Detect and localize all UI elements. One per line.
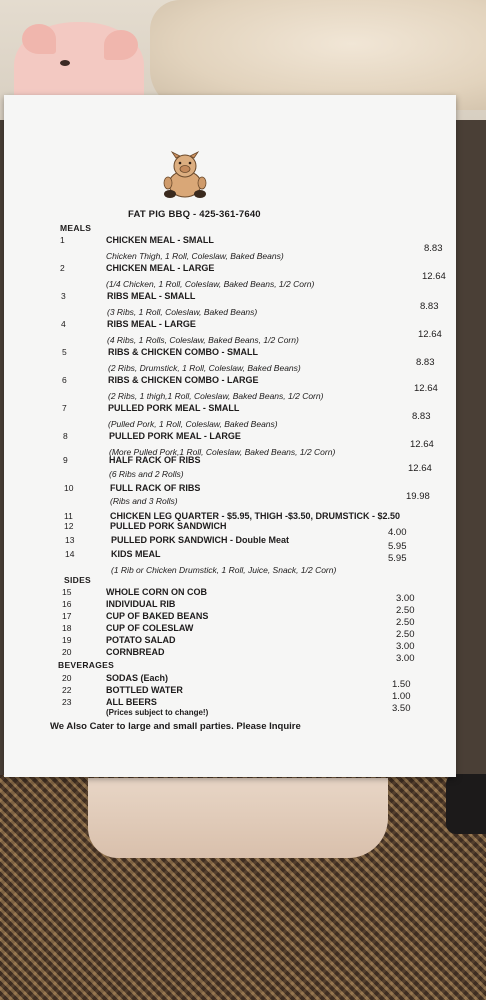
- meal-item-name: PULLED PORK MEAL - SMALL: [108, 403, 240, 413]
- meal-item-name: CHICKEN LEG QUARTER - $5.95, THIGH -$3.50, DRUMSTICK - $2.50: [110, 511, 401, 521]
- section-heading-meals: MEALS: [60, 223, 92, 233]
- section-heading-sides: SIDES: [64, 575, 92, 585]
- side-item-name: INDIVIDUAL RIB: [106, 599, 176, 609]
- meal-item-number: 12: [64, 521, 74, 531]
- meal-item-number: 3: [61, 291, 66, 301]
- ceramic-decoration: [150, 0, 486, 110]
- meal-item-description: (Ribs and 3 Rolls): [110, 496, 178, 506]
- side-item-name: CUP OF BAKED BEANS: [106, 611, 209, 621]
- pig-ear-decoration: [104, 30, 138, 60]
- meal-item-name: PULLED PORK SANDWICH - Double Meat: [111, 535, 290, 545]
- meal-item-price: 8.83: [420, 301, 439, 312]
- side-item-price: 3.00: [396, 641, 415, 652]
- beverage-item-number: 23: [62, 697, 72, 707]
- meal-item-number: 14: [65, 549, 75, 559]
- side-item-number: 20: [62, 647, 72, 657]
- dark-object-edge: [446, 774, 486, 834]
- meal-item-number: 1: [60, 235, 65, 245]
- beverage-item-name: ALL BEERS: [106, 697, 157, 707]
- section-heading-beverages: BEVERAGES: [58, 660, 115, 670]
- meal-item-description: (1/4 Chicken, 1 Roll, Coleslaw, Baked Beans, 1/2 Corn): [106, 279, 315, 289]
- pig-eye-decoration: [60, 60, 70, 66]
- meal-item-name: CHICKEN MEAL - SMALL: [106, 235, 214, 245]
- meal-item-price: 12.64: [410, 439, 434, 450]
- meal-item-name: RIBS MEAL - LARGE: [107, 319, 196, 329]
- meal-item-name: RIBS MEAL - SMALL: [107, 291, 196, 301]
- menu-sheet: [4, 95, 456, 777]
- side-item-name: CUP OF COLESLAW: [106, 623, 194, 633]
- side-item-price: 2.50: [396, 617, 415, 628]
- meal-item-price: 12.64: [408, 463, 432, 474]
- pig-ear-decoration: [22, 24, 56, 54]
- beverage-item-number: 20: [62, 673, 72, 683]
- meal-item-description: (Pulled Pork, 1 Roll, Coleslaw, Baked Beans): [108, 419, 278, 429]
- meal-item-name: FULL RACK OF RIBS: [110, 483, 201, 493]
- side-item-name: WHOLE CORN ON COB: [106, 587, 207, 597]
- meal-item-description: (6 Ribs and 2 Rolls): [109, 469, 184, 479]
- beverage-item-number: 22: [62, 685, 72, 695]
- meal-item-description: (4 Ribs, 1 Rolls, Coleslaw, Baked Beans, 1/2 Corn): [107, 335, 299, 345]
- meal-item-description: (1 Rib or Chicken Drumstick, 1 Roll, Juice, Snack, 1/2 Corn): [111, 565, 337, 575]
- restaurant-title: FAT PIG BBQ - 425-361-7640: [128, 209, 261, 220]
- meal-item-price: 5.95: [388, 541, 407, 552]
- meal-item-price: 8.83: [424, 243, 443, 254]
- meal-item-number: 5: [62, 347, 67, 357]
- side-item-price: 3.00: [396, 653, 415, 664]
- side-item-price: 2.50: [396, 629, 415, 640]
- meal-item-number: 11: [64, 511, 73, 521]
- side-item-price: 2.50: [396, 605, 415, 616]
- meal-item-description: (2 Ribs, 1 thigh,1 Roll, Coleslaw, Baked Beans, 1/2 Corn): [108, 391, 324, 401]
- meal-item-name: CHICKEN MEAL - LARGE: [106, 263, 215, 273]
- price-change-note: (Prices subject to change!): [106, 708, 209, 717]
- beverage-item-price: 1.00: [392, 691, 411, 702]
- meal-item-price: 8.83: [416, 357, 435, 368]
- meal-item-description: (More Pulled Pork,1 Roll, Coleslaw, Baked Beans, 1/2 Corn): [109, 447, 336, 457]
- meal-item-price: 19.98: [406, 491, 430, 502]
- beverage-item-name: BOTTLED WATER: [106, 685, 183, 695]
- meal-item-name: PULLED PORK MEAL - LARGE: [109, 431, 241, 441]
- meal-item-number: 7: [62, 403, 67, 413]
- pig-mascot-icon: [156, 150, 214, 202]
- meal-item-name: RIBS & CHICKEN COMBO - LARGE: [108, 375, 259, 385]
- meal-item-description: (2 Ribs, Drumstick, 1 Roll, Coleslaw, Baked Beans): [108, 363, 301, 373]
- side-item-name: POTATO SALAD: [106, 635, 176, 645]
- meal-item-description: Chicken Thigh, 1 Roll, Coleslaw, Baked Beans): [106, 251, 284, 261]
- beverage-item-price: 1.50: [392, 679, 411, 690]
- meal-item-name: HALF RACK OF RIBS: [109, 455, 201, 465]
- meal-item-number: 6: [62, 375, 67, 385]
- side-item-number: 19: [62, 635, 72, 645]
- side-item-name: CORNBREAD: [106, 647, 165, 657]
- meal-item-price: 8.83: [412, 411, 431, 422]
- meal-item-number: 2: [60, 263, 65, 273]
- meal-item-number: 10: [64, 483, 74, 493]
- meal-item-name: PULLED PORK SANDWICH: [110, 521, 227, 531]
- meal-item-name: KIDS MEAL: [111, 549, 161, 559]
- side-item-number: 17: [62, 611, 72, 621]
- side-item-price: 3.00: [396, 593, 415, 604]
- meal-item-number: 9: [63, 455, 68, 465]
- meal-item-number: 4: [61, 319, 66, 329]
- side-item-number: 15: [62, 587, 72, 597]
- meal-item-price: 4.00: [388, 527, 407, 538]
- meal-item-price: 12.64: [418, 329, 442, 340]
- side-item-number: 16: [62, 599, 72, 609]
- meal-item-price: 12.64: [414, 383, 438, 394]
- side-item-number: 18: [62, 623, 72, 633]
- menu-holder-stand: [88, 778, 388, 858]
- meal-item-price: 5.95: [388, 553, 407, 564]
- meal-item-number: 8: [63, 431, 68, 441]
- beverage-item-price: 3.50: [392, 703, 411, 714]
- meal-item-description: (3 Ribs, 1 Roll, Coleslaw, Baked Beans): [107, 307, 258, 317]
- meal-item-name: RIBS & CHICKEN COMBO - SMALL: [108, 347, 258, 357]
- meal-item-number: 13: [65, 535, 75, 545]
- meal-item-price: 12.64: [422, 271, 446, 282]
- beverage-item-name: SODAS (Each): [106, 673, 169, 683]
- catering-message: We Also Cater to large and small parties. Please Inquire: [50, 721, 301, 732]
